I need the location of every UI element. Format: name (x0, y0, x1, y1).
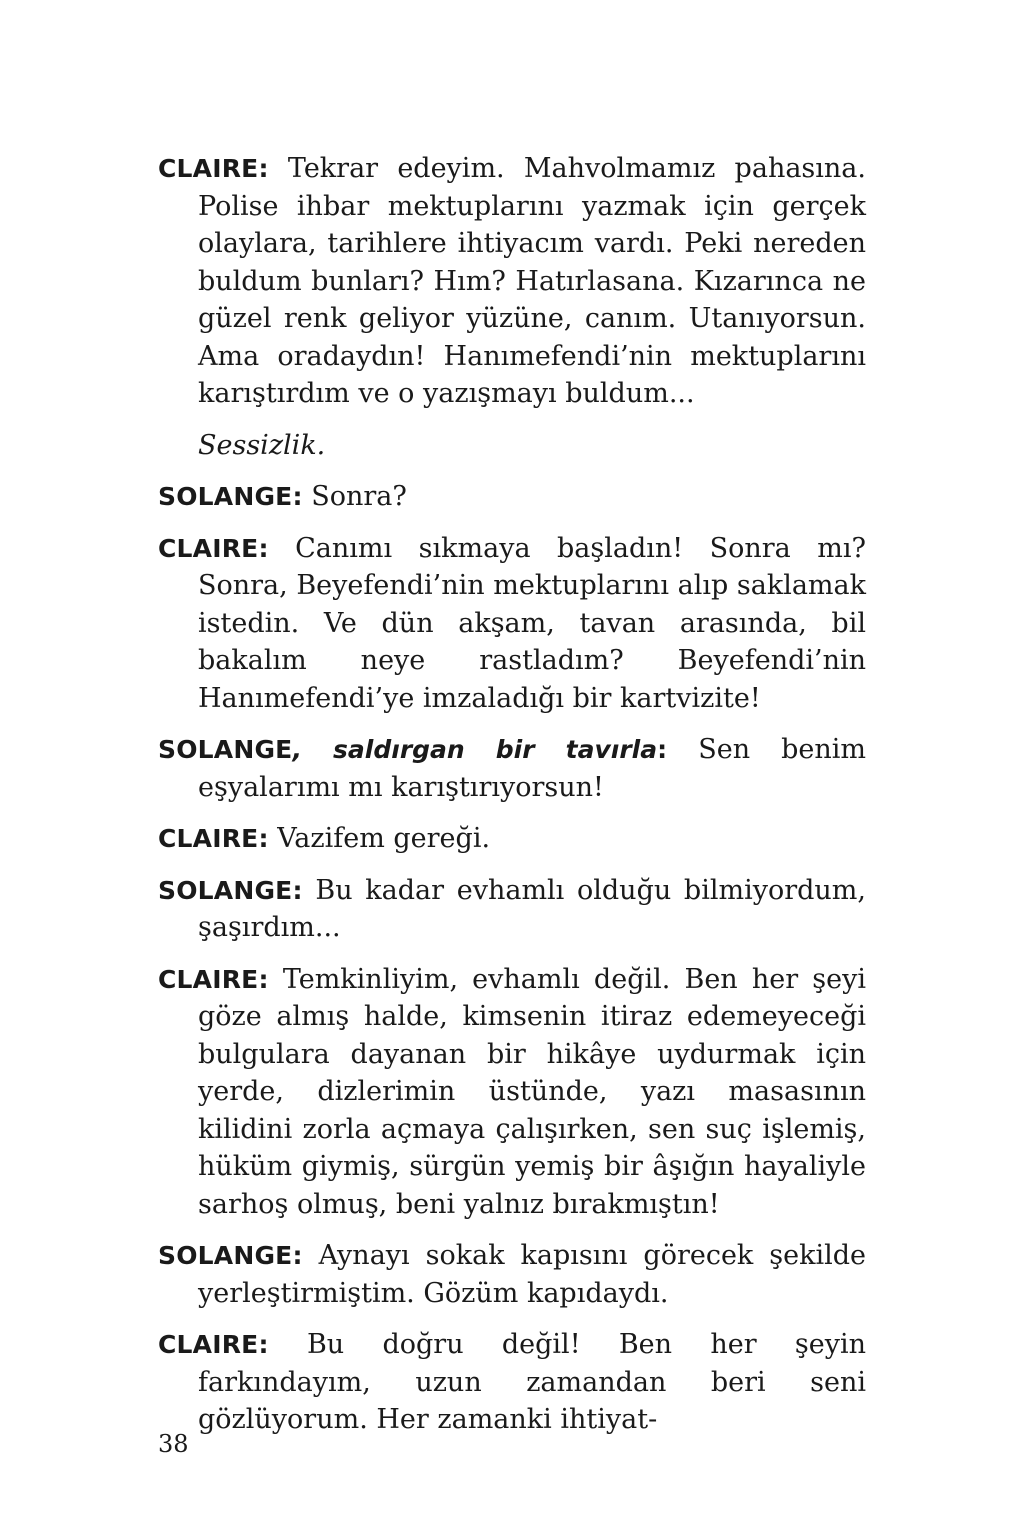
dialogue-text: Sonra? (311, 481, 407, 512)
speaker-name: CLAIRE: (158, 964, 269, 994)
stage-direction (158, 427, 866, 465)
speaker-name: CLAIRE: (158, 154, 269, 183)
speaker-name: SOLANGE (158, 735, 293, 764)
speaker-name: SOLANGE: (158, 875, 303, 905)
dialogue-line (158, 530, 866, 718)
dialogue-line (158, 1237, 866, 1312)
dialogue-line (158, 1326, 866, 1439)
dialogue-line (158, 820, 866, 858)
dialogue-text: Temkinliyim, evhamlı değil. Ben her şeyi göze almış halde, kimsenin itiraz edemeyeceği bulgulara dayanan bir hikâye uydurmak için yerde, dizlerimin üstünde, yazı masasının kilidini zorla açmaya çalışırken, sen suç işlemiş, hüküm giymiş, sürgün yemiş bir âşığın hayaliyle sarhoş olmuş, beni yalnız bırakmıştın! (198, 963, 866, 1220)
dialogue-line (158, 961, 866, 1224)
page-number: 38 (158, 1430, 189, 1458)
stage-direction-text: Sessizlik. (198, 429, 326, 461)
dialogue-text: Aynayı sokak kapısını görecek şekilde yerleştirmiştim. Gözüm kapıdaydı. (198, 1240, 866, 1309)
dialogue-text: Canımı sıkmaya başladın! Sonra mı? Sonra, Beyefendi’nin mektuplarını alıp saklamak istedin. Ve dün akşam, tavan arasında, bil bakalım neye rastladım? Beyefendi’nin Hanımefendi’ye imzaladığı bir kartvizite! (198, 532, 866, 714)
speaker-name: CLAIRE: (158, 824, 269, 853)
speaker-name: SOLANGE: (158, 1241, 303, 1270)
dialogue-text: Bu kadar evhamlı olduğu bilmiyordum, şaşırdım... (198, 874, 866, 943)
dialogue-text: Sen benim eşyalarımı mı karıştırıyorsun! (198, 734, 866, 803)
dialogue-text: Bu doğru değil! Ben her şeyin farkındayım, uzun zamandan beri seni gözlüyorum. Her zamanki ihtiyat- (198, 1329, 866, 1435)
dialogue-line (158, 872, 866, 947)
dialogue-text: Tekrar edeyim. Mahvolmamız pahasına. Polise ihbar mektuplarını yazmak için gerçek olaylara, tarihlere ihtiyacım vardı. Peki nereden buldum bunları? Hım? Hatırlasana. Kızarınca ne güzel renk geliyor yüzüne, canım. Utanıyorsun. Ama oradaydın! Hanımefendi’nin mektuplarını karıştırdım ve o yazışmayı buldum... (198, 153, 866, 409)
dialogue-line (158, 478, 866, 516)
speaker-name: SOLANGE: (158, 482, 303, 511)
dialogue-line (158, 150, 866, 413)
dialogue-line (158, 731, 866, 806)
play-text (158, 150, 866, 1453)
inline-stage-direction: , saldırgan bir tavırla (292, 735, 658, 764)
speaker-colon: : (657, 735, 668, 764)
dialogue-text: Vazifem gereği. (277, 823, 491, 854)
speaker-name: CLAIRE: (158, 1330, 269, 1359)
speaker-name: CLAIRE: (158, 533, 269, 563)
